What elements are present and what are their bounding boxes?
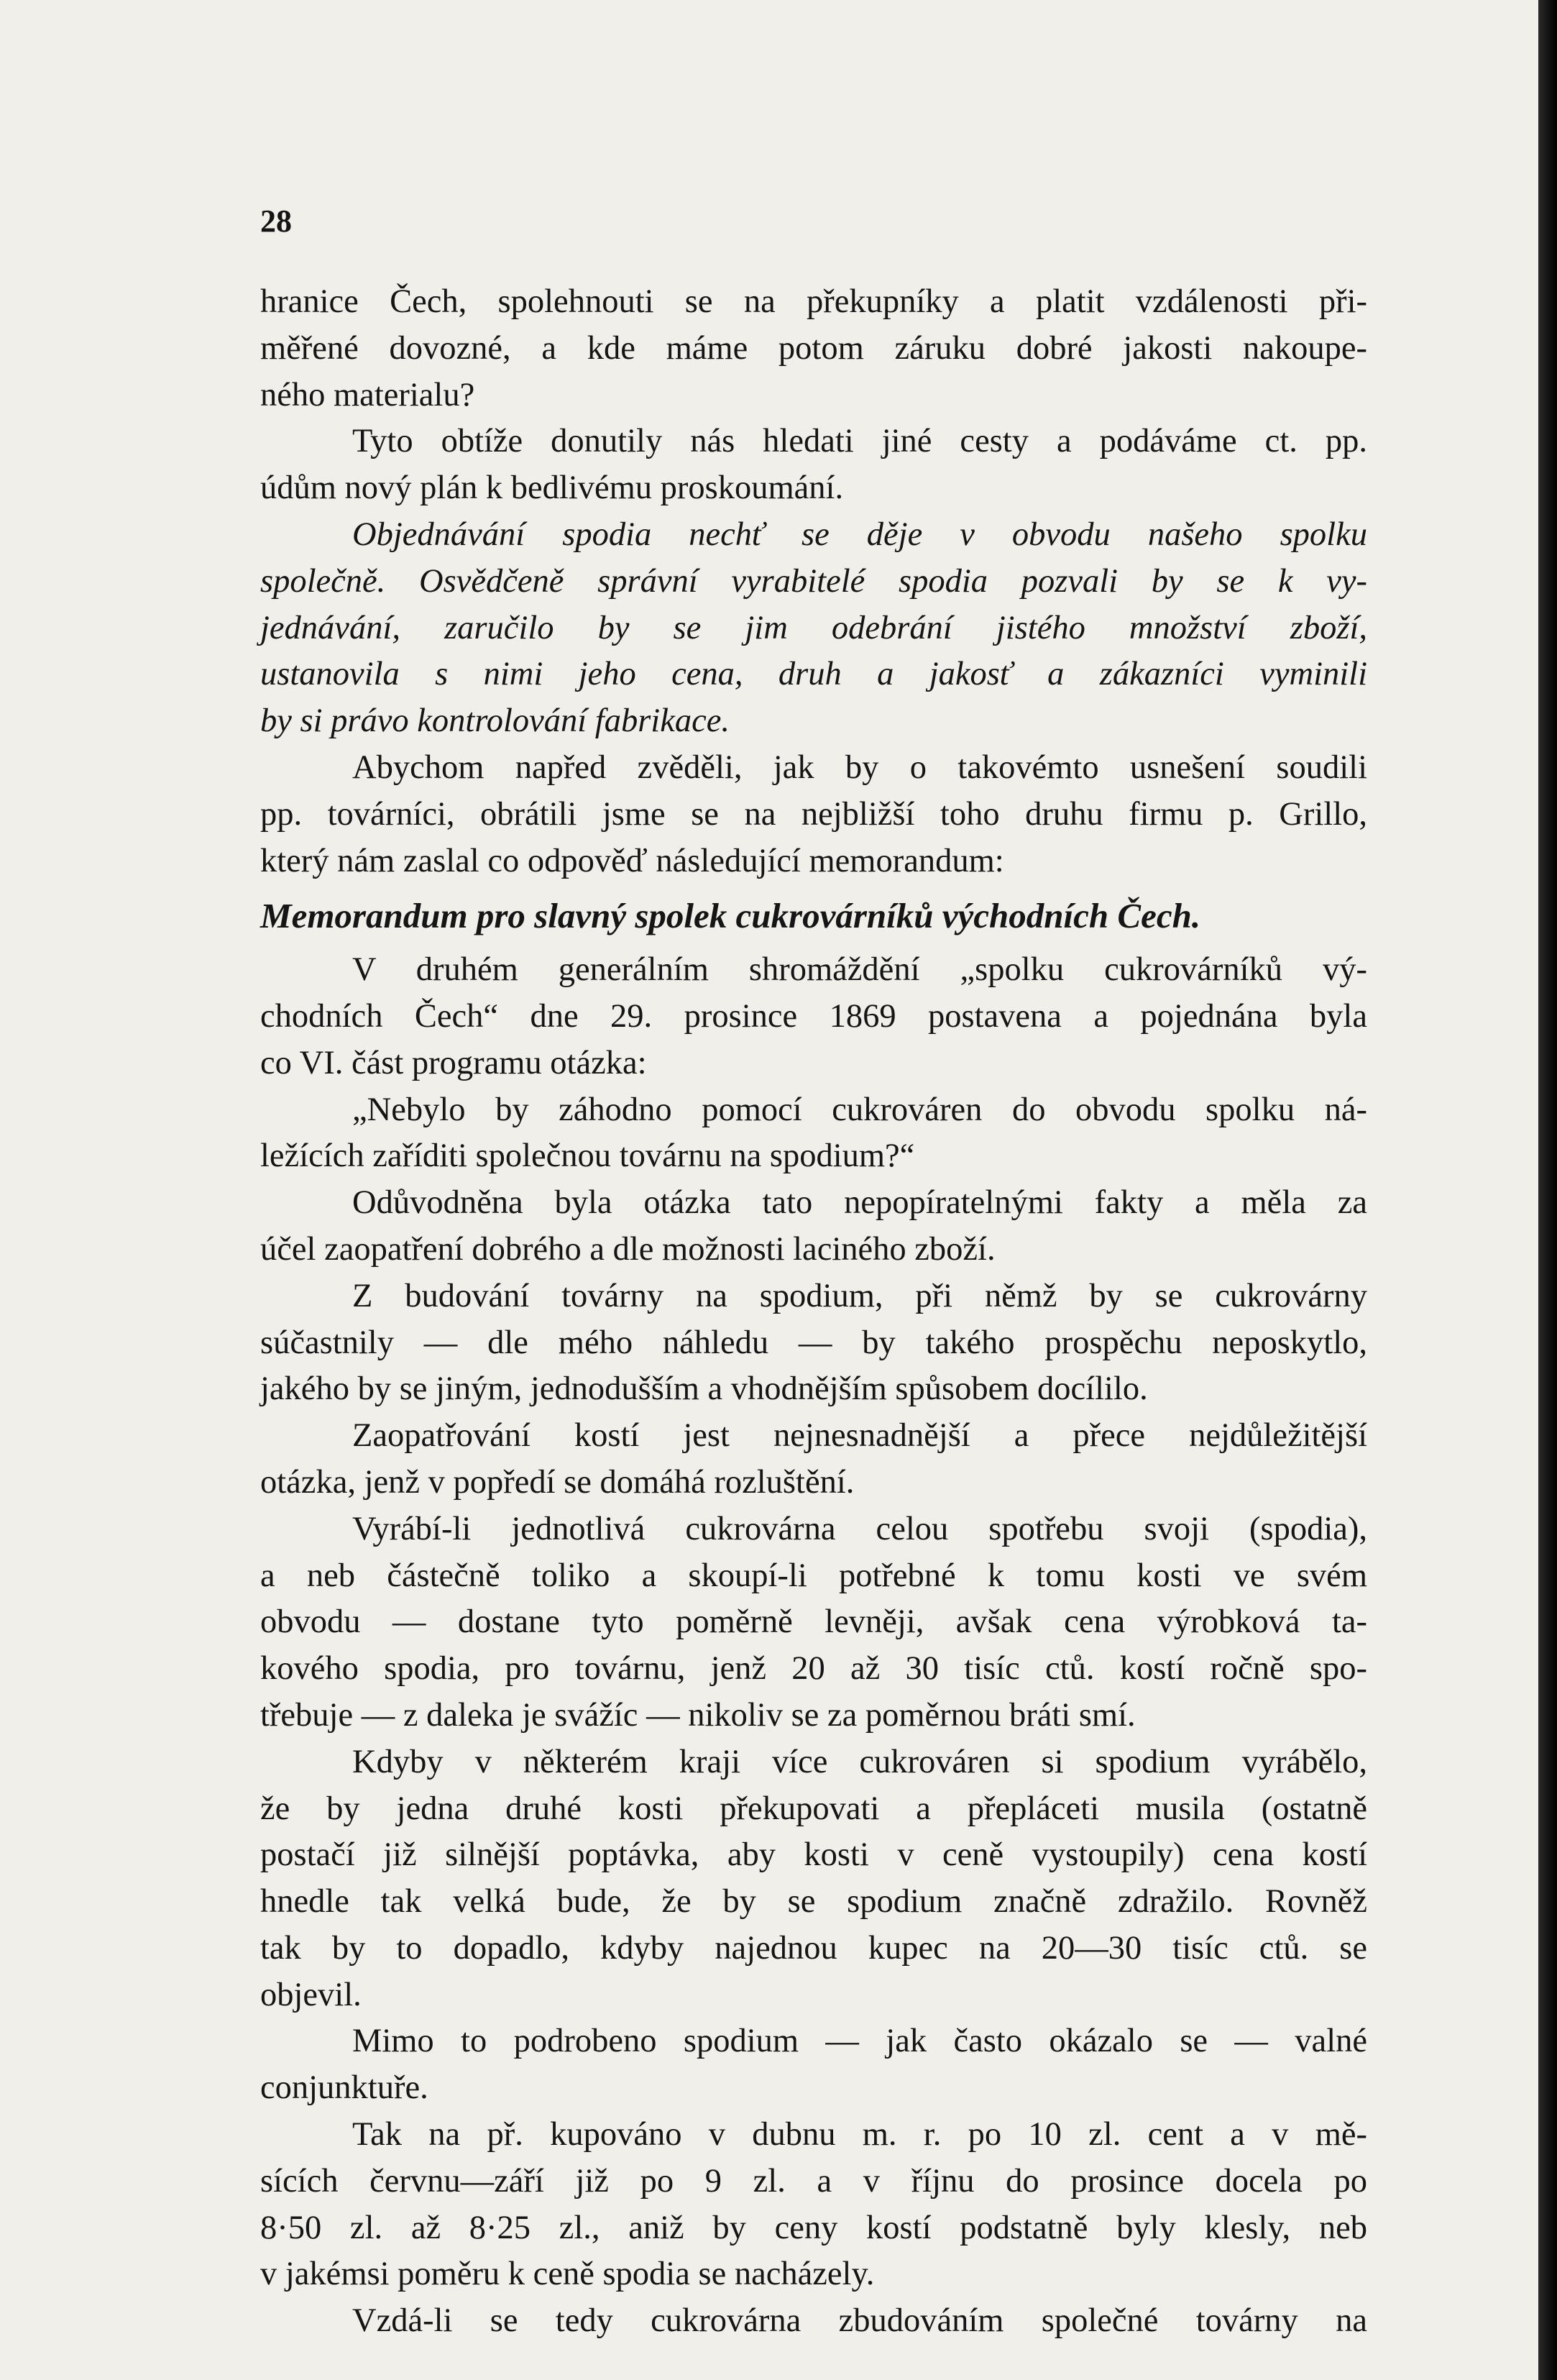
text-line: jednávání, zaručilo by se jim odebrání jistého množství zboží,	[260, 609, 1367, 646]
paragraph-m10	[260, 2298, 1367, 2345]
text-line: Abychom napřed zvěděli, jak by o takovémto usnešení soudili	[352, 749, 1367, 786]
text-line: tak by to dopadlo, kdyby najednou kupec na 20—30 tisíc ctů. se	[260, 1929, 1367, 1967]
paragraph-m1	[260, 947, 1367, 1086]
text-line: hranice Čech, spolehnouti se na překupníky a platit vzdálenosti při-	[260, 283, 1367, 320]
text-line: Vzdá-li se tedy cukrovárna zbudováním společné továrny na	[352, 2302, 1367, 2340]
paragraph-p2	[260, 418, 1367, 512]
text-line: ného materialu?	[260, 376, 475, 413]
text-line: jakého by se jiným, jednodušším a vhodnějším spůsobem docílilo.	[260, 1370, 1148, 1408]
text-line: otázka, jenž v popředí se domáhá rozluštění.	[260, 1463, 855, 1501]
text-line: ustanovila s nimi jeho cena, druh a jakosť a zákazníci vyminili	[260, 656, 1367, 693]
text-line: ležících zaříditi společnou továrnu na spodium?“	[260, 1138, 915, 1175]
text-line: údům nový plán k bedlivému proskoumání.	[260, 470, 844, 507]
text-line: společně. Osvědčeně správní vyrabitelé spodia pozvali by se k vy-	[260, 562, 1367, 600]
text-line: Zaopatřování kostí jest nejnesnadnější a přece nejdůležitější	[352, 1417, 1367, 1455]
text-line: postačí již silnější poptávka, aby kosti v ceně vystoupily) cena kostí	[260, 1836, 1367, 1874]
text-line: sících červnu—září již po 9 zl. a v říjnu do prosince docela po	[260, 2162, 1367, 2200]
text-line: třebuje — z daleka je svážíc — nikoliv se za poměrnou bráti smí.	[260, 1696, 1136, 1734]
text-line: měřené dovozné, a kde máme potom záruku dobré jakosti nakoupe-	[260, 329, 1367, 367]
text-line: účel zaopatření dobrého a dle možnosti laciného zboží.	[260, 1230, 996, 1268]
text-line: Kdyby v některém kraji více cukrováren si spodium vyrábělo,	[352, 1743, 1367, 1780]
text-line: Vyrábí-li jednotlivá cukrovárna celou spotřebu svoji (spodia),	[352, 1510, 1367, 1547]
text-line: Z budování továrny na spodium, při němž by se cukrovárny	[352, 1277, 1367, 1314]
text-line: súčastnily — dle mého náhledu — by takého prospěchu neposkytlo,	[260, 1324, 1367, 1361]
paragraph-m2	[260, 1087, 1367, 1181]
text-line: kového spodia, pro továrnu, jenž 20 až 30 tisíc ctů. kostí ročně spo-	[260, 1650, 1367, 1688]
text-line: objevil.	[260, 1976, 362, 2013]
paragraph-p3	[260, 512, 1367, 745]
text-line: V druhém generálním shromáždění „spolku cukrovárníků vý-	[352, 951, 1367, 989]
paragraph-m9	[260, 2112, 1367, 2298]
text-line: který nám zaslal co odpověď následující memorandum:	[260, 842, 1004, 879]
paragraph-m8	[260, 2018, 1367, 2112]
paragraph-m6	[260, 1506, 1367, 1739]
memorandum-heading: Memorandum pro slavný spolek cukrovárníků východních Čech.	[260, 896, 1201, 936]
text-line: Objednávání spodia nechť se děje v obvodu našeho spolku	[352, 516, 1367, 553]
text-line: co VI. část programu otázka:	[260, 1044, 647, 1081]
text-line: obvodu — dostane tyto poměrně levněji, avšak cena výrobková ta-	[260, 1603, 1367, 1641]
paragraph-m5	[260, 1413, 1367, 1506]
text-line: Odůvodněna byla otázka tato nepopíratelnými fakty a měla za	[352, 1184, 1367, 1222]
text-line: by si právo kontrolování fabrikace.	[260, 702, 730, 740]
text-line: Mimo to podrobeno spodium — jak často okázalo se — valné	[352, 2023, 1367, 2060]
text-line: „Nebylo by záhodno pomocí cukrováren do obvodu spolku ná-	[352, 1091, 1367, 1128]
text-line: a neb částečně toliko a skoupí-li potřebné k tomu kosti ve svém	[260, 1557, 1367, 1594]
page-number: 28	[260, 203, 292, 239]
text-line: že by jedna druhé kosti překupovati a přepláceti musila (ostatně	[260, 1790, 1367, 1827]
text-line: v jakémsi poměru k ceně spodia se nacházely.	[260, 2256, 875, 2293]
paragraph-m4	[260, 1273, 1367, 1413]
text-line: chodních Čech“ dne 29. prosince 1869 postavena a pojednána byla	[260, 997, 1367, 1035]
paragraph-p4	[260, 745, 1367, 884]
text-line: hnedle tak velká bude, že by se spodium značně zdražilo. Rovněž	[260, 1883, 1367, 1921]
page-body-text	[260, 279, 1367, 2345]
paragraph-m3	[260, 1180, 1367, 1273]
text-line: conjunktuře.	[260, 2069, 428, 2107]
text-line: Tyto obtíže donutily nás hledati jiné cesty a podáváme ct. pp.	[352, 423, 1367, 460]
paragraph-m7	[260, 1739, 1367, 2019]
text-line: Tak na př. kupováno v dubnu m. r. po 10 zl. cent a v mě-	[352, 2116, 1367, 2154]
paragraph-p1	[260, 279, 1367, 418]
text-line: 8·50 zl. až 8·25 zl., aniž by ceny kostí podstatně byly klesly, neb	[260, 2209, 1367, 2246]
scan-edge	[1538, 0, 1557, 2380]
text-line: pp. továrníci, obrátili jsme se na nejbližší toho druhu firmu p. Grillo,	[260, 795, 1367, 833]
